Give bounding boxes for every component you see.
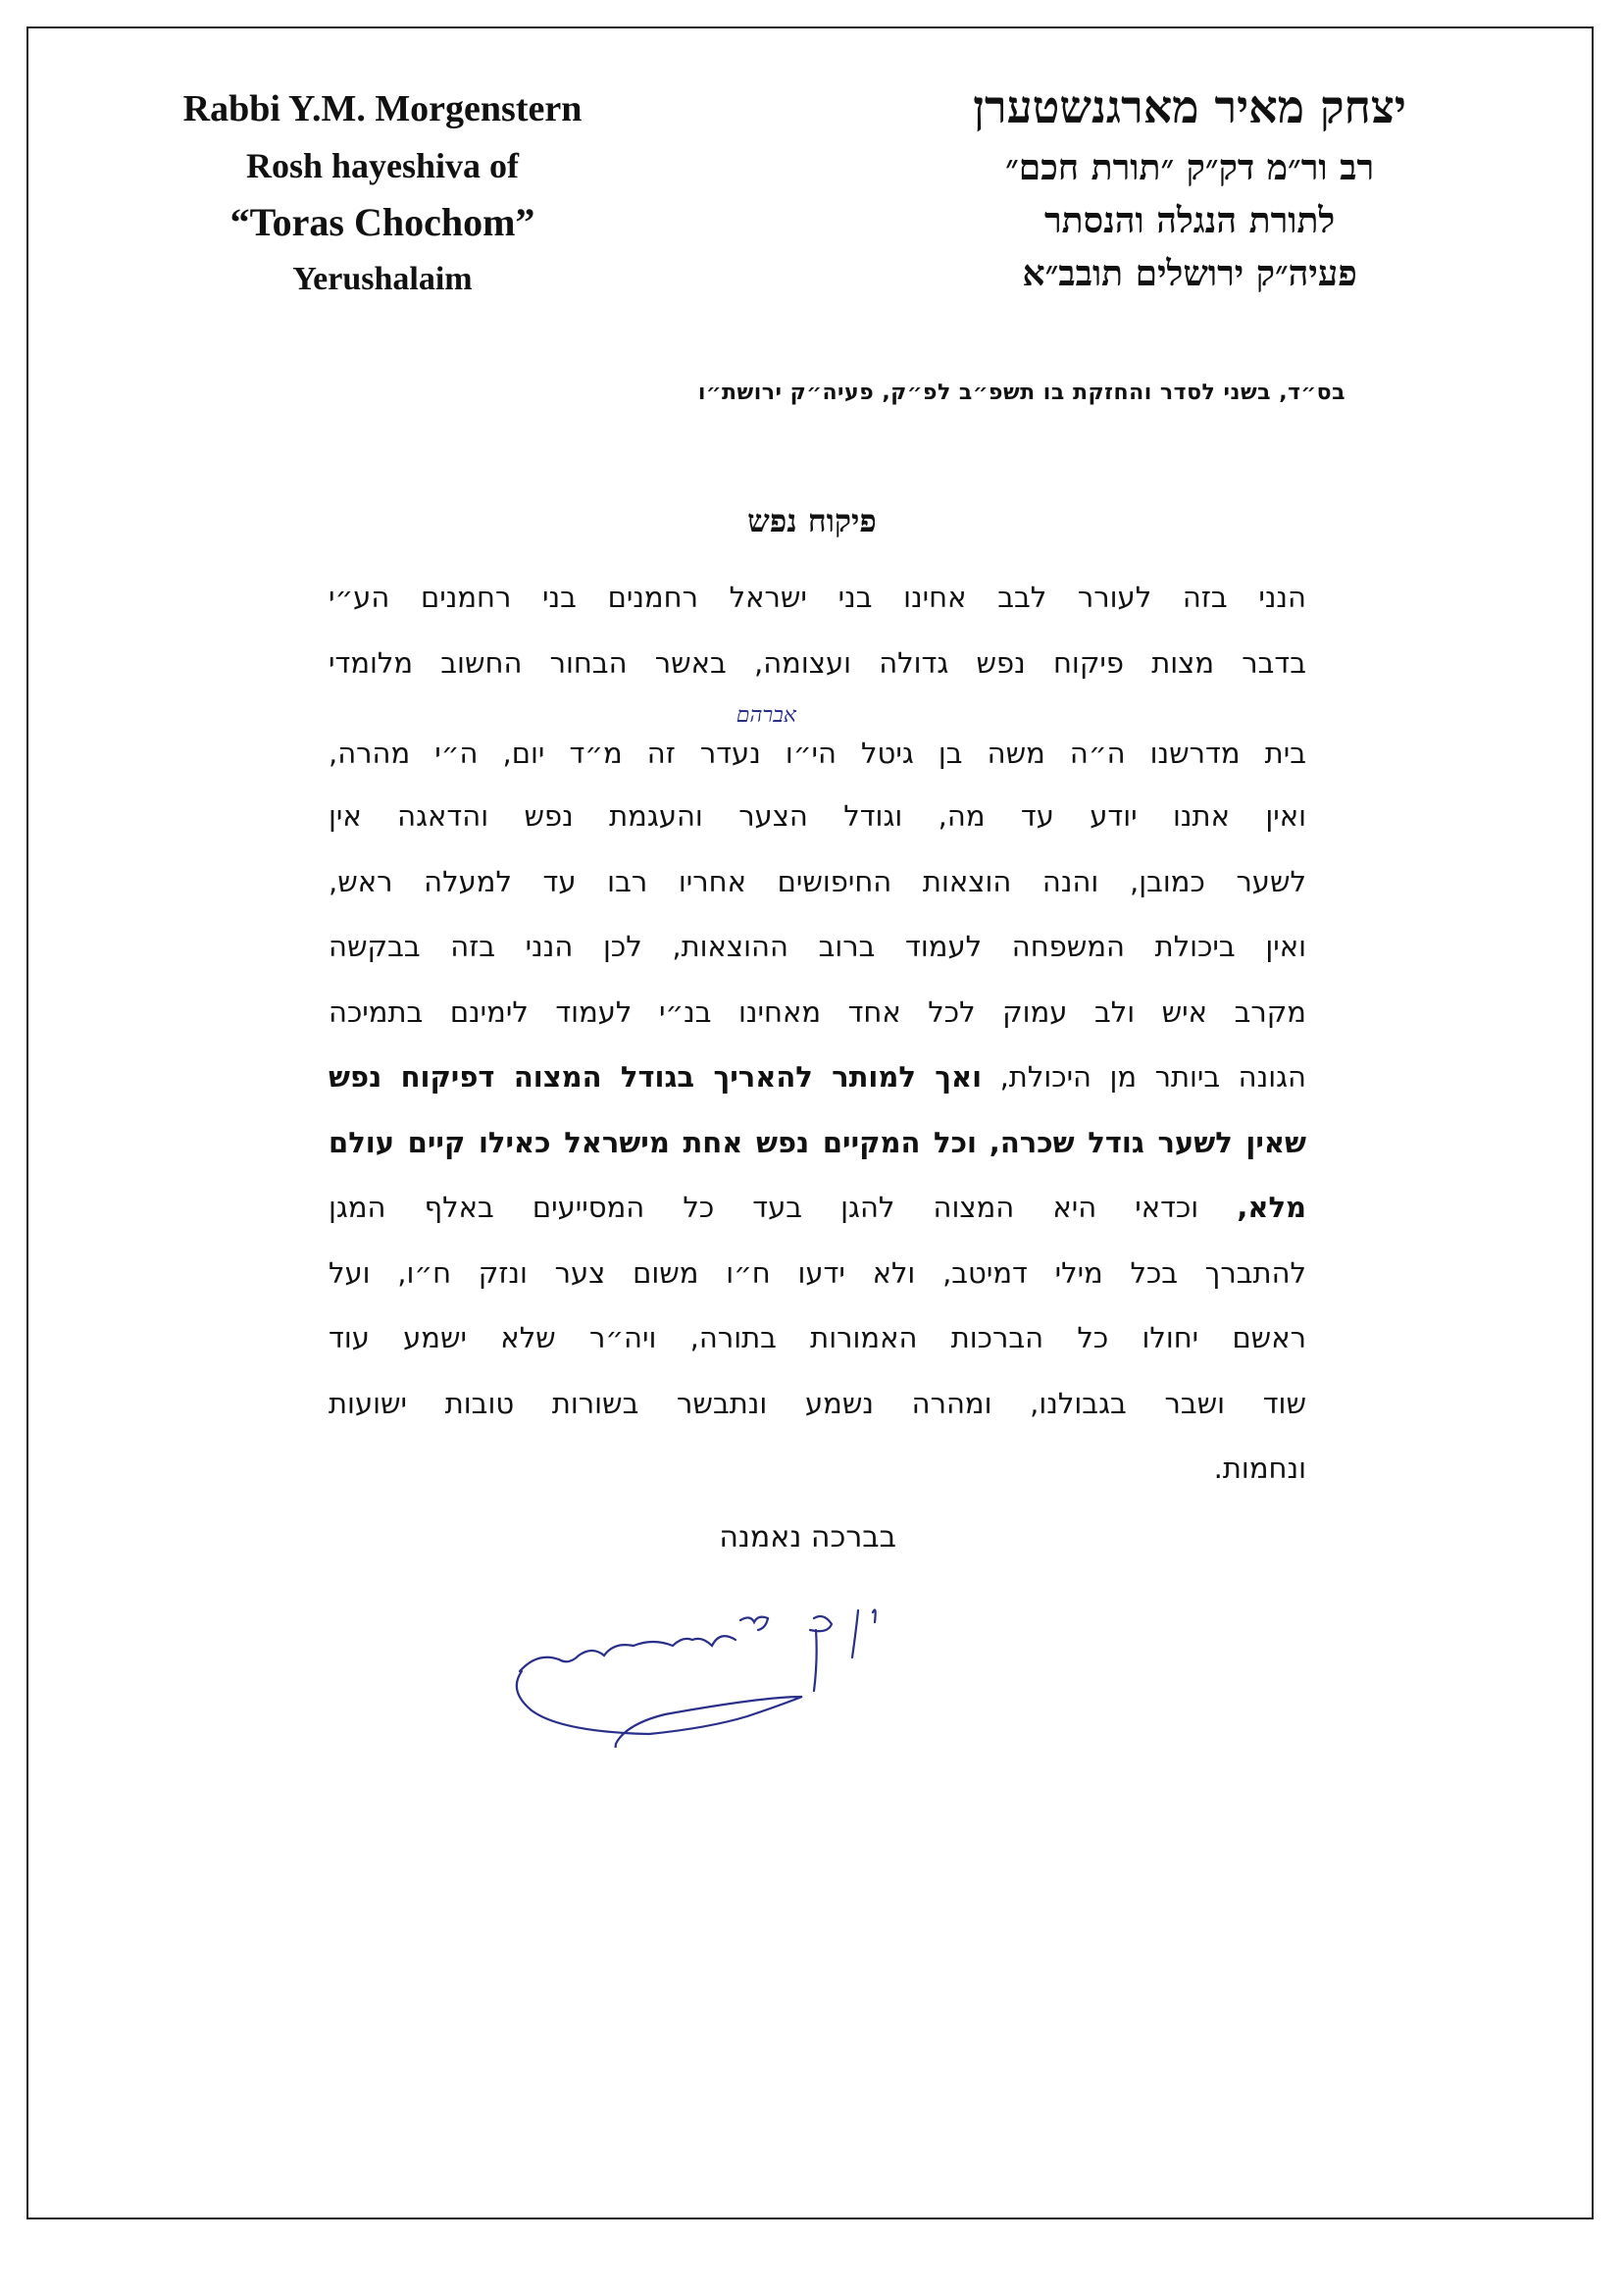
rabbi-name-he: יצחק מאיר מארגנשטערן (973, 80, 1406, 133)
city-he: פעיה״ק ירושלים תובב״א (1022, 253, 1357, 294)
body-line: שוד ושבר בגבולנו, ומהרה נשמע ונתבשר בשורות טובות ישועות (329, 1386, 1306, 1420)
body-line: ואין אתנו יודע עד מה, וגודל הצער והעגמת נפש והדאגה אין (329, 799, 1306, 833)
city-en: Yerushalaim (292, 261, 473, 297)
body-line: הנני בזה לעורר לבב אחינו בני ישראל רחמנים בני רחמנים הע״י (329, 581, 1306, 614)
english-letterhead (137, 80, 628, 308)
body-line: ואין ביכולת המשפחה לעמוד ברוב ההוצאות, לכן הנני בזה בבקשה (329, 930, 1306, 963)
rabbi-name-en: Rabbi Y.M. Morgenstern (182, 88, 583, 129)
body-line (329, 1052, 1306, 1118)
signature (471, 1581, 902, 1748)
body-bold-text: מלא, (1237, 1191, 1307, 1224)
handwritten-insert: אברהם (736, 703, 796, 728)
body-bold-text: וכל המקיים נפש אחת מישראל כאילו קיים עולם (329, 1125, 977, 1159)
body-line: מקרב איש ולב עמוק לכל אחד מאחינו בנ״י לעמוד לימינם בתמיכה (329, 994, 1306, 1029)
body-line-text: בית מדרשנו ה״ה משה בן גיטל הי״ו נעדר זה מ״ד יום, ה״י מהרה, (329, 737, 1306, 770)
letter-body (329, 573, 1306, 1509)
yeshiva-name-en: “Toras Chochom” (229, 200, 535, 244)
body-bold-text: שאין לשער גודל שכרה, (989, 1125, 1307, 1159)
body-line: ראשם יחולו כל הברכות האמורות בתורה, ויה״ר שלא ישמע עוד (329, 1321, 1306, 1354)
body-bold-text: ואך למותר להאריך בגודל המצוה דפיקוח נפש (329, 1060, 983, 1094)
body-line: בדבר מצות פיקוח נפש גדולה ועצומה, באשר הבחור החשוב מלומדי (329, 645, 1306, 680)
body-line: לשער כמובן, והנה הוצאות החיפושים אחריו רבו עד למעלה ראש, (329, 864, 1306, 898)
body-text: הגונה ביותר מן היכולת, (999, 1060, 1306, 1094)
letter-title: פיקוח נפש (747, 502, 877, 539)
body-line (329, 1183, 1306, 1249)
body-line: ונחמות. (1213, 1452, 1306, 1485)
yeshiva-desc-he: לתורת הנגלה והנסתר (1043, 200, 1336, 241)
rabbi-title-en: Rosh hayeshiva of (245, 146, 520, 185)
body-line: להתברך בכל מילי דמיטב, ולא ידעו ח״ו משום צער ונזק ח״ו, ועל (329, 1255, 1306, 1290)
date-line: בס״ד, בשני לסדר והחזקת בו תשפ״ב לפ״ק, פעיה״ק ירושת״ו (697, 381, 1345, 405)
body-text: וכדאי היא המצוה להגן בעד כל המסייעים באלף המגן (329, 1191, 1199, 1224)
hebrew-letterhead (973, 73, 1406, 300)
closing: בברכה נאמנה (719, 1520, 896, 1555)
body-line (329, 1118, 1306, 1184)
body-line (329, 703, 1306, 791)
rabbi-title-he: רב ור״מ דק״ק ״תורת חכם״ (1005, 147, 1375, 188)
